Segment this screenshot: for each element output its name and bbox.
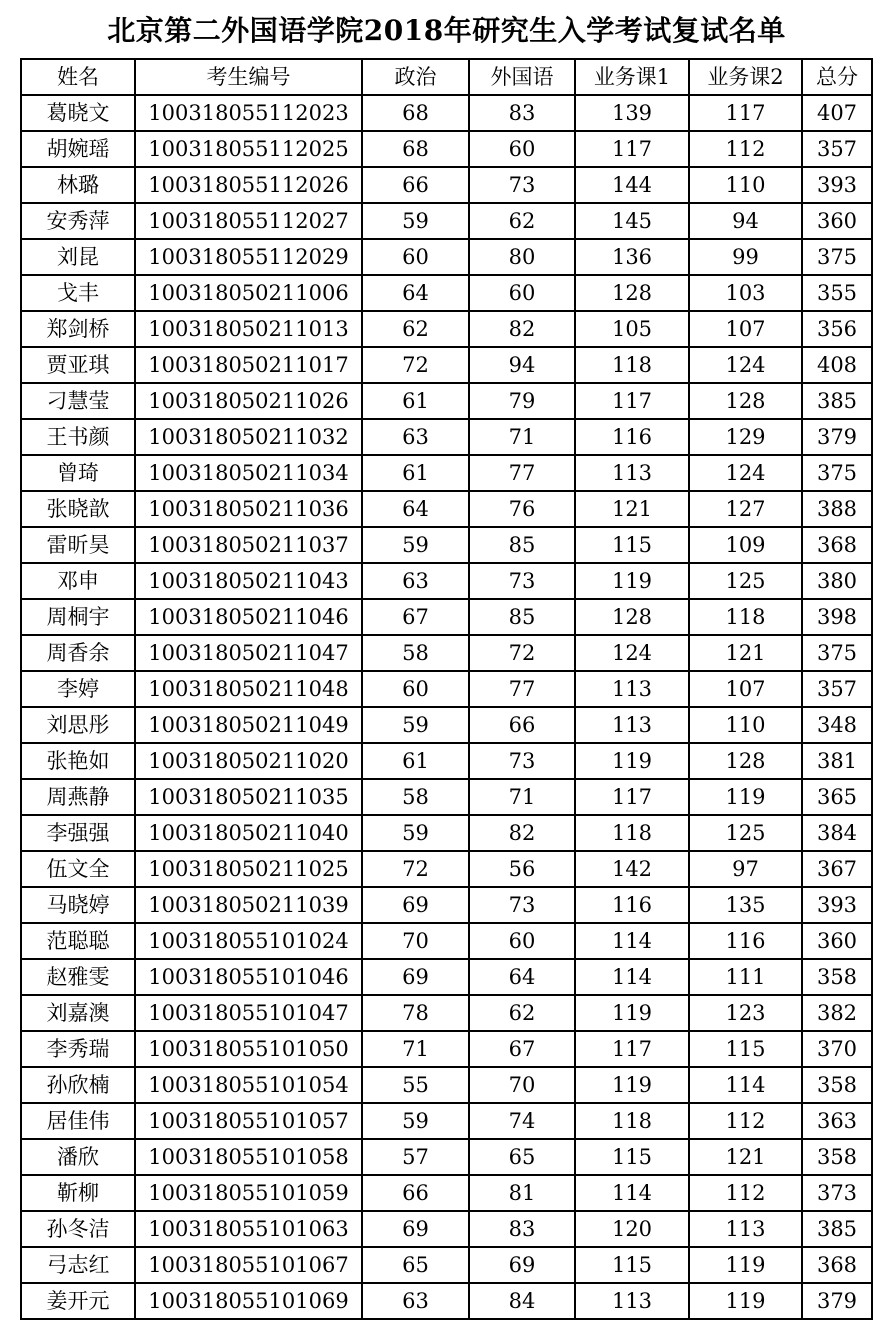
total-score-cell: 358	[802, 1139, 872, 1175]
table-row	[21, 851, 872, 887]
foreign-language-score-cell: 85	[469, 599, 575, 635]
candidate-id-cell: 100318055101059	[135, 1175, 362, 1211]
name-cell: 弓志红	[21, 1247, 135, 1283]
total-score-cell: 358	[802, 1067, 872, 1103]
foreign-language-score-cell: 71	[469, 779, 575, 815]
politics-score-cell: 69	[362, 887, 469, 923]
total-score-cell: 373	[802, 1175, 872, 1211]
foreign-language-score-cell: 73	[469, 563, 575, 599]
total-score-cell: 357	[802, 671, 872, 707]
name-cell: 孙欣楠	[21, 1067, 135, 1103]
name-cell: 曾琦	[21, 455, 135, 491]
foreign-language-score-cell: 70	[469, 1067, 575, 1103]
course2-score-cell: 113	[689, 1211, 802, 1247]
course2-score-cell: 97	[689, 851, 802, 887]
total-score-cell: 393	[802, 887, 872, 923]
candidate-id-cell: 100318055101047	[135, 995, 362, 1031]
foreign-language-score-cell: 73	[469, 887, 575, 923]
candidate-id-cell: 100318055112025	[135, 131, 362, 167]
candidate-id-cell: 100318050211043	[135, 563, 362, 599]
course1-score-cell: 115	[575, 527, 689, 563]
total-score-cell: 379	[802, 419, 872, 455]
course1-score-cell: 117	[575, 383, 689, 419]
course2-score-cell: 116	[689, 923, 802, 959]
total-score-cell: 398	[802, 599, 872, 635]
foreign-language-score-cell: 84	[469, 1283, 575, 1319]
name-cell: 范聪聪	[21, 923, 135, 959]
course2-score-cell: 112	[689, 131, 802, 167]
name-cell: 邓申	[21, 563, 135, 599]
course1-score-cell: 128	[575, 599, 689, 635]
course1-score-cell: 142	[575, 851, 689, 887]
candidate-id-cell: 100318050211026	[135, 383, 362, 419]
total-score-cell: 382	[802, 995, 872, 1031]
politics-score-cell: 71	[362, 1031, 469, 1067]
course2-score-cell: 115	[689, 1031, 802, 1067]
name-cell: 孙冬洁	[21, 1211, 135, 1247]
politics-score-cell: 59	[362, 203, 469, 239]
politics-score-cell: 67	[362, 599, 469, 635]
foreign-language-score-cell: 66	[469, 707, 575, 743]
name-cell: 周燕静	[21, 779, 135, 815]
total-score-cell: 385	[802, 383, 872, 419]
politics-score-cell: 66	[362, 167, 469, 203]
foreign-language-score-cell: 82	[469, 311, 575, 347]
name-cell: 李秀瑞	[21, 1031, 135, 1067]
course2-score-cell: 109	[689, 527, 802, 563]
course1-score-cell: 113	[575, 707, 689, 743]
total-score-cell: 375	[802, 455, 872, 491]
name-cell: 刁慧莹	[21, 383, 135, 419]
total-score-cell: 360	[802, 923, 872, 959]
total-score-cell: 384	[802, 815, 872, 851]
course2-score-cell: 114	[689, 1067, 802, 1103]
total-score-cell: 360	[802, 203, 872, 239]
name-cell: 戈丰	[21, 275, 135, 311]
politics-score-cell: 60	[362, 671, 469, 707]
course2-score-cell: 119	[689, 1283, 802, 1319]
course1-score-cell: 136	[575, 239, 689, 275]
course2-score-cell: 124	[689, 347, 802, 383]
table-row	[21, 995, 872, 1031]
header-course1-score: 业务课1	[575, 59, 689, 95]
name-cell: 刘嘉澳	[21, 995, 135, 1031]
course2-score-cell: 99	[689, 239, 802, 275]
table-row	[21, 455, 872, 491]
politics-score-cell: 59	[362, 815, 469, 851]
total-score-cell: 363	[802, 1103, 872, 1139]
table-row	[21, 743, 872, 779]
name-cell: 居佳伟	[21, 1103, 135, 1139]
table-row	[21, 419, 872, 455]
politics-score-cell: 60	[362, 239, 469, 275]
table-row	[21, 1103, 872, 1139]
total-score-cell: 357	[802, 131, 872, 167]
course1-score-cell: 118	[575, 815, 689, 851]
total-score-cell: 348	[802, 707, 872, 743]
course2-score-cell: 121	[689, 1139, 802, 1175]
table-row	[21, 167, 872, 203]
course1-score-cell: 118	[575, 347, 689, 383]
course1-score-cell: 139	[575, 95, 689, 131]
table-row	[21, 1211, 872, 1247]
candidate-id-cell: 100318050211013	[135, 311, 362, 347]
course1-score-cell: 114	[575, 1175, 689, 1211]
table-row	[21, 275, 872, 311]
candidate-id-cell: 100318050211032	[135, 419, 362, 455]
politics-score-cell: 68	[362, 131, 469, 167]
name-cell: 贾亚琪	[21, 347, 135, 383]
foreign-language-score-cell: 60	[469, 275, 575, 311]
candidate-id-cell: 100318050211035	[135, 779, 362, 815]
foreign-language-score-cell: 80	[469, 239, 575, 275]
header-candidate-id: 考生编号	[135, 59, 362, 95]
foreign-language-score-cell: 83	[469, 95, 575, 131]
candidate-id-cell: 100318055101063	[135, 1211, 362, 1247]
politics-score-cell: 72	[362, 851, 469, 887]
table-row	[21, 563, 872, 599]
table-row	[21, 923, 872, 959]
course2-score-cell: 110	[689, 167, 802, 203]
candidate-id-cell: 100318050211046	[135, 599, 362, 635]
foreign-language-score-cell: 62	[469, 995, 575, 1031]
total-score-cell: 380	[802, 563, 872, 599]
course2-score-cell: 118	[689, 599, 802, 635]
course2-score-cell: 121	[689, 635, 802, 671]
total-score-cell: 368	[802, 1247, 872, 1283]
course2-score-cell: 103	[689, 275, 802, 311]
header-politics-score: 政治	[362, 59, 469, 95]
name-cell: 靳柳	[21, 1175, 135, 1211]
foreign-language-score-cell: 79	[469, 383, 575, 419]
table-row	[21, 707, 872, 743]
table-row	[21, 383, 872, 419]
course1-score-cell: 105	[575, 311, 689, 347]
total-score-cell: 368	[802, 527, 872, 563]
total-score-cell: 370	[802, 1031, 872, 1067]
table-row	[21, 1247, 872, 1283]
course1-score-cell: 116	[575, 887, 689, 923]
candidate-id-cell: 100318055101069	[135, 1283, 362, 1319]
candidate-id-cell: 100318055101046	[135, 959, 362, 995]
table-row	[21, 239, 872, 275]
course2-score-cell: 119	[689, 1247, 802, 1283]
course1-score-cell: 145	[575, 203, 689, 239]
foreign-language-score-cell: 64	[469, 959, 575, 995]
table-row	[21, 779, 872, 815]
candidate-id-cell: 100318050211040	[135, 815, 362, 851]
header-course2-score: 业务课2	[689, 59, 802, 95]
name-cell: 林璐	[21, 167, 135, 203]
politics-score-cell: 61	[362, 455, 469, 491]
candidate-id-cell: 100318055101058	[135, 1139, 362, 1175]
course1-score-cell: 115	[575, 1247, 689, 1283]
name-cell: 雷昕昊	[21, 527, 135, 563]
politics-score-cell: 57	[362, 1139, 469, 1175]
foreign-language-score-cell: 69	[469, 1247, 575, 1283]
course1-score-cell: 113	[575, 455, 689, 491]
candidate-id-cell: 100318055112026	[135, 167, 362, 203]
table-row	[21, 95, 872, 131]
course2-score-cell: 107	[689, 671, 802, 707]
course1-score-cell: 113	[575, 1283, 689, 1319]
politics-score-cell: 72	[362, 347, 469, 383]
name-cell: 安秀萍	[21, 203, 135, 239]
foreign-language-score-cell: 62	[469, 203, 575, 239]
candidate-id-cell: 100318050211037	[135, 527, 362, 563]
course1-score-cell: 115	[575, 1139, 689, 1175]
politics-score-cell: 58	[362, 635, 469, 671]
foreign-language-score-cell: 77	[469, 671, 575, 707]
total-score-cell: 358	[802, 959, 872, 995]
politics-score-cell: 58	[362, 779, 469, 815]
course1-score-cell: 117	[575, 1031, 689, 1067]
course1-score-cell: 119	[575, 995, 689, 1031]
header-row	[21, 59, 872, 95]
course2-score-cell: 128	[689, 383, 802, 419]
foreign-language-score-cell: 76	[469, 491, 575, 527]
table-row	[21, 131, 872, 167]
foreign-language-score-cell: 73	[469, 167, 575, 203]
course2-score-cell: 123	[689, 995, 802, 1031]
course2-score-cell: 110	[689, 707, 802, 743]
total-score-cell: 407	[802, 95, 872, 131]
politics-score-cell: 69	[362, 959, 469, 995]
total-score-cell: 385	[802, 1211, 872, 1247]
politics-score-cell: 59	[362, 1103, 469, 1139]
header-name: 姓名	[21, 59, 135, 95]
table-row	[21, 527, 872, 563]
foreign-language-score-cell: 94	[469, 347, 575, 383]
foreign-language-score-cell: 71	[469, 419, 575, 455]
total-score-cell: 375	[802, 635, 872, 671]
politics-score-cell: 70	[362, 923, 469, 959]
candidate-id-cell: 100318055112023	[135, 95, 362, 131]
foreign-language-score-cell: 67	[469, 1031, 575, 1067]
table-row	[21, 815, 872, 851]
course1-score-cell: 119	[575, 743, 689, 779]
name-cell: 马晓婷	[21, 887, 135, 923]
total-score-cell: 408	[802, 347, 872, 383]
name-cell: 李强强	[21, 815, 135, 851]
table-body	[21, 95, 872, 1319]
politics-score-cell: 55	[362, 1067, 469, 1103]
candidate-id-cell: 100318055101050	[135, 1031, 362, 1067]
politics-score-cell: 61	[362, 743, 469, 779]
table-row	[21, 1139, 872, 1175]
name-cell: 姜开元	[21, 1283, 135, 1319]
course1-score-cell: 114	[575, 923, 689, 959]
politics-score-cell: 69	[362, 1211, 469, 1247]
politics-score-cell: 61	[362, 383, 469, 419]
candidate-id-cell: 100318050211017	[135, 347, 362, 383]
politics-score-cell: 59	[362, 527, 469, 563]
name-cell: 周桐宇	[21, 599, 135, 635]
name-cell: 胡婉瑶	[21, 131, 135, 167]
total-score-cell: 367	[802, 851, 872, 887]
course2-score-cell: 112	[689, 1103, 802, 1139]
total-score-cell: 379	[802, 1283, 872, 1319]
total-score-cell: 381	[802, 743, 872, 779]
name-cell: 葛晓文	[21, 95, 135, 131]
course2-score-cell: 129	[689, 419, 802, 455]
table-row	[21, 635, 872, 671]
candidate-id-cell: 100318050211048	[135, 671, 362, 707]
course2-score-cell: 135	[689, 887, 802, 923]
total-score-cell: 356	[802, 311, 872, 347]
name-cell: 刘思彤	[21, 707, 135, 743]
course2-score-cell: 124	[689, 455, 802, 491]
candidate-id-cell: 100318050211047	[135, 635, 362, 671]
name-cell: 张晓歆	[21, 491, 135, 527]
course1-score-cell: 124	[575, 635, 689, 671]
candidate-id-cell: 100318050211020	[135, 743, 362, 779]
total-score-cell: 375	[802, 239, 872, 275]
politics-score-cell: 78	[362, 995, 469, 1031]
candidate-id-cell: 100318055112027	[135, 203, 362, 239]
foreign-language-score-cell: 73	[469, 743, 575, 779]
candidate-id-cell: 100318050211036	[135, 491, 362, 527]
name-cell: 王书颜	[21, 419, 135, 455]
table-row	[21, 347, 872, 383]
candidate-id-cell: 100318050211049	[135, 707, 362, 743]
politics-score-cell: 59	[362, 707, 469, 743]
name-cell: 潘欣	[21, 1139, 135, 1175]
politics-score-cell: 64	[362, 491, 469, 527]
politics-score-cell: 68	[362, 95, 469, 131]
foreign-language-score-cell: 82	[469, 815, 575, 851]
politics-score-cell: 66	[362, 1175, 469, 1211]
table-row	[21, 887, 872, 923]
course1-score-cell: 121	[575, 491, 689, 527]
candidate-id-cell: 100318055101024	[135, 923, 362, 959]
foreign-language-score-cell: 85	[469, 527, 575, 563]
course2-score-cell: 125	[689, 563, 802, 599]
page-title: 北京第二外国语学院2018年研究生入学考试复试名单	[107, 14, 786, 47]
total-score-cell: 365	[802, 779, 872, 815]
foreign-language-score-cell: 72	[469, 635, 575, 671]
course1-score-cell: 113	[575, 671, 689, 707]
score-table	[20, 58, 873, 1320]
foreign-language-score-cell: 60	[469, 131, 575, 167]
name-cell: 郑剑桥	[21, 311, 135, 347]
foreign-language-score-cell: 56	[469, 851, 575, 887]
politics-score-cell: 62	[362, 311, 469, 347]
course2-score-cell: 107	[689, 311, 802, 347]
header-total-score: 总分	[802, 59, 872, 95]
table-row	[21, 1067, 872, 1103]
foreign-language-score-cell: 81	[469, 1175, 575, 1211]
table-row	[21, 1283, 872, 1319]
politics-score-cell: 63	[362, 419, 469, 455]
table-row	[21, 1175, 872, 1211]
course1-score-cell: 114	[575, 959, 689, 995]
candidate-id-cell: 100318055101057	[135, 1103, 362, 1139]
course1-score-cell: 128	[575, 275, 689, 311]
course1-score-cell: 118	[575, 1103, 689, 1139]
course2-score-cell: 119	[689, 779, 802, 815]
foreign-language-score-cell: 60	[469, 923, 575, 959]
foreign-language-score-cell: 77	[469, 455, 575, 491]
candidate-id-cell: 100318050211006	[135, 275, 362, 311]
name-cell: 刘昆	[21, 239, 135, 275]
candidate-id-cell: 100318055101054	[135, 1067, 362, 1103]
header-foreign-language-score: 外国语	[469, 59, 575, 95]
name-cell: 周香余	[21, 635, 135, 671]
table-row	[21, 1031, 872, 1067]
foreign-language-score-cell: 65	[469, 1139, 575, 1175]
candidate-id-cell: 100318055101067	[135, 1247, 362, 1283]
table-row	[21, 959, 872, 995]
politics-score-cell: 65	[362, 1247, 469, 1283]
course2-score-cell: 125	[689, 815, 802, 851]
name-cell: 赵雅雯	[21, 959, 135, 995]
table-row	[21, 671, 872, 707]
course1-score-cell: 117	[575, 779, 689, 815]
course1-score-cell: 117	[575, 131, 689, 167]
course2-score-cell: 127	[689, 491, 802, 527]
candidate-id-cell: 100318055112029	[135, 239, 362, 275]
politics-score-cell: 64	[362, 275, 469, 311]
candidate-id-cell: 100318050211034	[135, 455, 362, 491]
table-row	[21, 599, 872, 635]
name-cell: 伍文全	[21, 851, 135, 887]
table-row	[21, 203, 872, 239]
course2-score-cell: 112	[689, 1175, 802, 1211]
course2-score-cell: 117	[689, 95, 802, 131]
course2-score-cell: 94	[689, 203, 802, 239]
table-row	[21, 311, 872, 347]
total-score-cell: 393	[802, 167, 872, 203]
candidate-id-cell: 100318050211039	[135, 887, 362, 923]
table-row	[21, 491, 872, 527]
politics-score-cell: 63	[362, 1283, 469, 1319]
course1-score-cell: 116	[575, 419, 689, 455]
course1-score-cell: 119	[575, 563, 689, 599]
total-score-cell: 355	[802, 275, 872, 311]
name-cell: 张艳如	[21, 743, 135, 779]
foreign-language-score-cell: 83	[469, 1211, 575, 1247]
total-score-cell: 388	[802, 491, 872, 527]
politics-score-cell: 63	[362, 563, 469, 599]
candidate-id-cell: 100318050211025	[135, 851, 362, 887]
course1-score-cell: 120	[575, 1211, 689, 1247]
course2-score-cell: 128	[689, 743, 802, 779]
foreign-language-score-cell: 74	[469, 1103, 575, 1139]
name-cell: 李婷	[21, 671, 135, 707]
course2-score-cell: 111	[689, 959, 802, 995]
course1-score-cell: 119	[575, 1067, 689, 1103]
course1-score-cell: 144	[575, 167, 689, 203]
